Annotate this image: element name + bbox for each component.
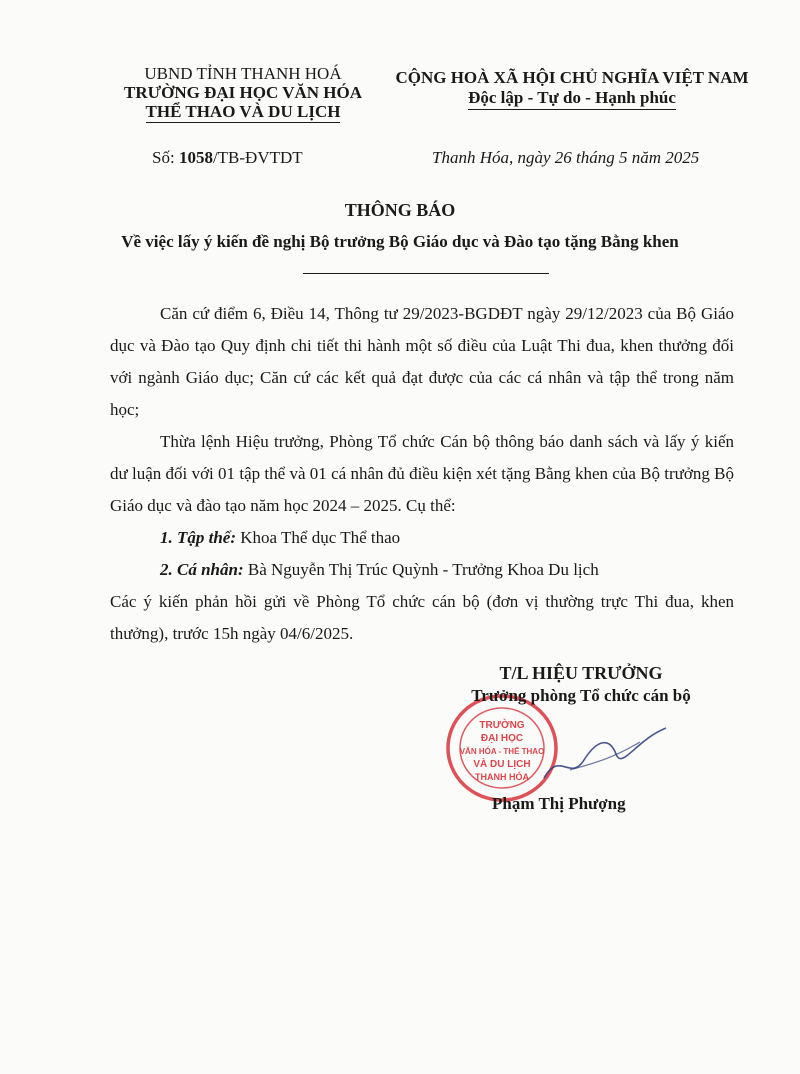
authority-line-1: UBND TỈNH THANH HOÁ [144, 64, 342, 83]
motto-line-2: Độc lập - Tự do - Hạnh phúc [468, 88, 676, 110]
item2-label: 2. Cá nhân: [160, 560, 244, 579]
signature-title-1: T/L HIỆU TRƯỞNG [499, 663, 663, 683]
document-body [110, 298, 734, 650]
seal-text-4: VÀ DU LỊCH [473, 759, 531, 770]
authority-line-3: THỂ THAO VÀ DU LỊCH [145, 102, 341, 121]
paragraph-feedback: Các ý kiến phản hồi gửi về Phòng Tổ chức cán bộ (đơn vị thường trực Thi đua, khen thưởng), trước 15h ngày 04/6/2025. [110, 592, 734, 643]
list-item-individual [110, 554, 734, 586]
signature-block [436, 661, 726, 707]
signature-title-2: Trưởng phòng Tổ chức cán bộ [471, 686, 691, 705]
item2-text: Bà Nguyễn Thị Trúc Quỳnh - Trưởng Khoa Du lịch [243, 560, 599, 579]
doc-number-suffix: /TB-ĐVTDT [212, 148, 303, 167]
paragraph-legal-basis: Căn cứ điểm 6, Điều 14, Thông tư 29/2023-BGDĐT ngày 29/12/2023 của Bộ Giáo dục và Đào tạo Quy định chi tiết thi hành một số điều của Luật Thi đua, khen thưởng đối với ngành Giáo dục; Căn cứ các kết quả đạt được của các cá nhân và tập thể trong năm học; [110, 304, 734, 419]
item1-text: Khoa Thể dục Thể thao [236, 528, 401, 547]
paragraph-announcement: Thừa lệnh Hiệu trưởng, Phòng Tổ chức Cán bộ thông báo danh sách và lấy ý kiến dư luận đối với 01 tập thể và 01 cá nhân đủ điều kiện xét tặng Bằng khen của Bộ trưởng Bộ Giáo dục và đào tạo năm học 2024 – 2025. Cụ thể: [110, 432, 734, 515]
title-divider [303, 273, 549, 274]
issuing-authority [118, 64, 368, 123]
date-place: Thanh Hóa, ngày 26 tháng 5 năm 2025 [432, 148, 700, 167]
handwritten-signature [540, 720, 670, 790]
document-number [152, 148, 303, 168]
authority-line-2: TRƯỜNG ĐẠI HỌC VĂN HÓA [123, 83, 362, 102]
national-motto [382, 68, 762, 110]
seal-text-5: THANH HÓA [475, 772, 529, 782]
document-title: THÔNG BÁO [344, 200, 456, 220]
signer-name: Phạm Thị Phượng [492, 794, 626, 813]
motto-line-1: CỘNG HOÀ XÃ HỘI CHỦ NGHĨA VIỆT NAM [395, 68, 749, 87]
seal-text-2: ĐẠI HỌC [480, 733, 524, 744]
doc-number-label: Số: [152, 148, 175, 167]
document-subtitle: Về việc lấy ý kiến đề nghị Bộ trưởng Bộ Giáo dục và Đào tạo tặng Bằng khen [121, 232, 679, 251]
item1-label: 1. Tập thể: [160, 528, 237, 547]
list-item-collective [110, 522, 734, 554]
seal-text-1: TRƯỜNG [479, 720, 525, 731]
doc-number-value: 1058 [178, 148, 213, 167]
seal-text-3: VĂN HÓA - THỂ THAO [459, 747, 545, 756]
